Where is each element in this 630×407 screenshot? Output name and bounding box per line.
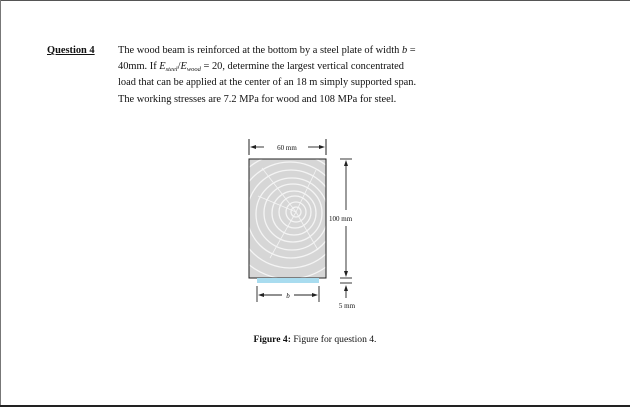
dim-height-label: 100 mm xyxy=(329,215,353,223)
plate-width-dimension xyxy=(257,286,319,302)
question-label: Question 4 xyxy=(47,45,95,56)
height-dimension xyxy=(329,159,353,278)
plate-thickness-dimension xyxy=(339,283,356,310)
question-line-2: 40mm. If $E_{steel}/E_{wood} = 20$, determine the largest vertical concentrated xyxy=(118,61,404,74)
question-line-3: load that can be applied at the center of an 18 m simply supported span. xyxy=(118,77,417,89)
question-line-1: The wood beam is reinforced at the bottom by a steel plate of width b = xyxy=(118,45,416,56)
steel-subscript: steel xyxy=(165,66,178,74)
steel-plate xyxy=(257,278,319,283)
dim-width-label: 60 mm xyxy=(277,144,297,152)
dim-plate-width-label: b xyxy=(286,292,290,300)
width-dimension xyxy=(249,139,326,155)
question-line-4: The working stresses are 7.2 MPa for wood and 108 MPa for steel. xyxy=(118,93,397,105)
figure-caption xyxy=(0,334,630,345)
width-variable: b xyxy=(401,45,408,56)
wood-subscript: wood xyxy=(186,66,201,74)
caption-text: Figure for question 4. xyxy=(290,334,377,345)
dim-plate-thickness-label: 5 mm xyxy=(338,302,356,310)
caption-label: Figure 4: xyxy=(253,334,291,345)
